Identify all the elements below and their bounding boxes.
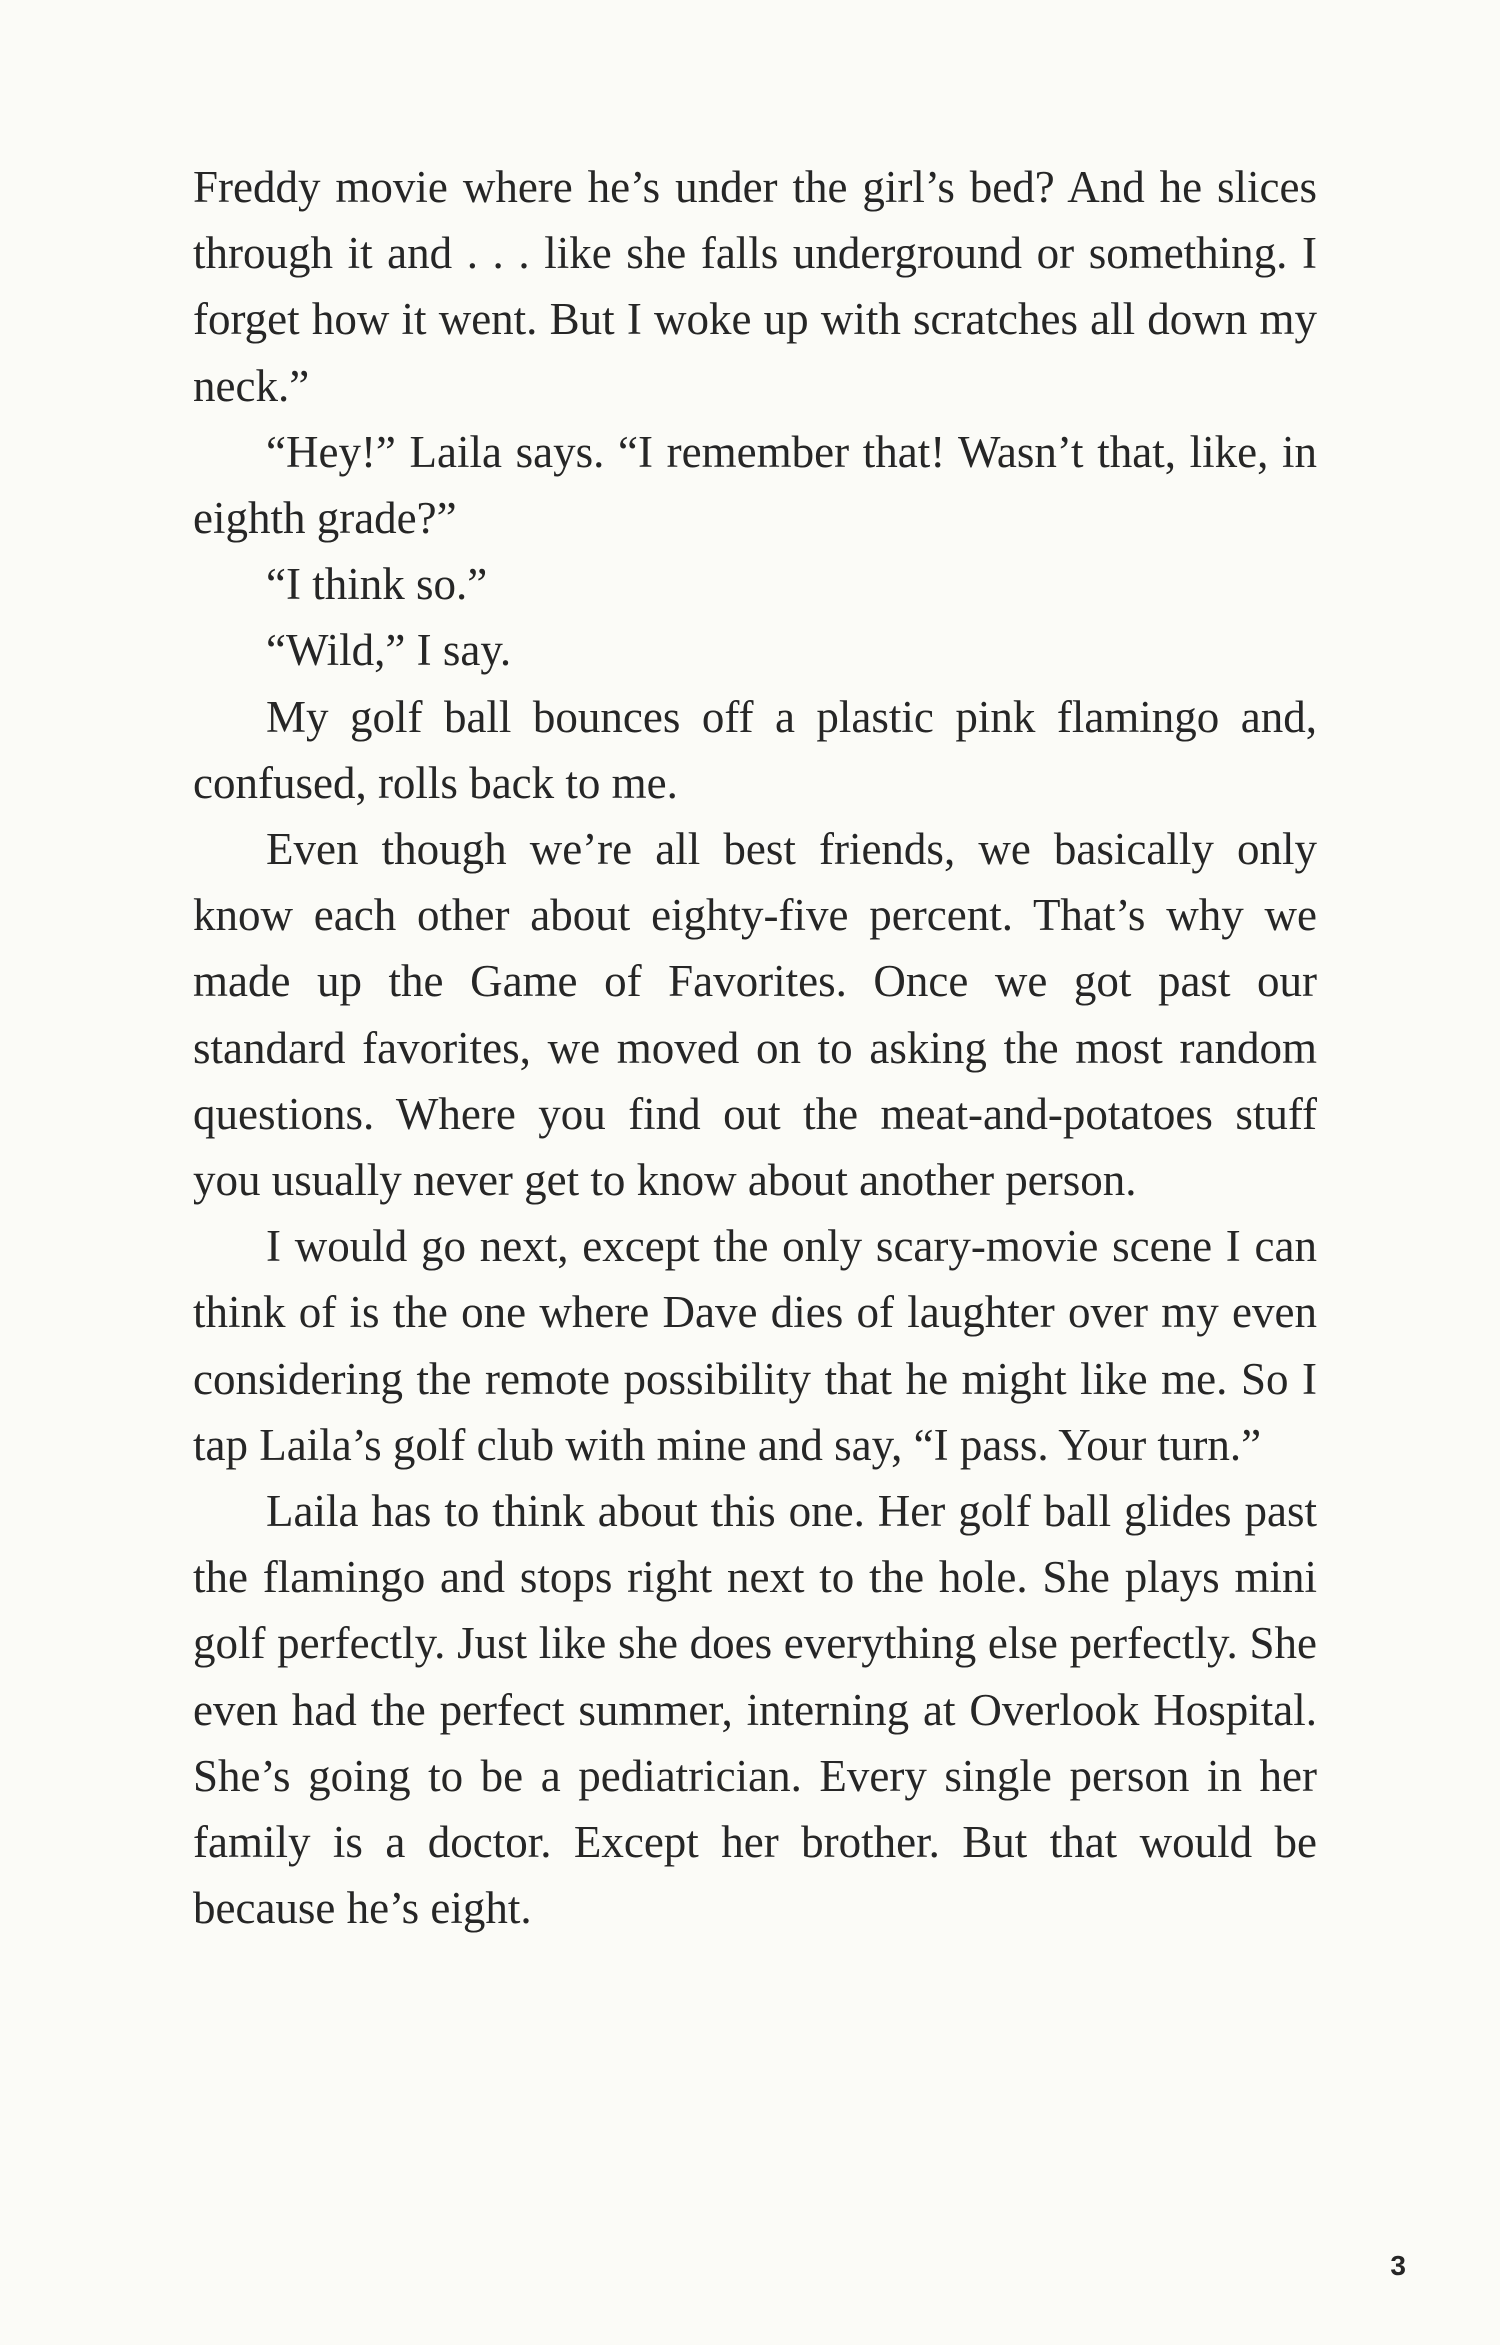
page-number: 3 <box>1390 2250 1406 2281</box>
paragraph-5: My golf ball bounces off a plastic pink flamingo and, confused, rolls back to me. <box>193 691 1317 808</box>
paragraph-8: Laila has to think about this one. Her golf ball glides past the flamingo and stops right next to the hole. She plays mini golf perfectly. Just like she does everything else perfectly. She even had the perfect summer, interning at Overlook Hospital. She’s going to be a pediatrician. Every single person in her family is a doctor. Except her brother. But that would be because he’s eight. <box>193 1486 1317 1934</box>
body-text <box>193 154 1317 1941</box>
paragraph-3: “I think so.” <box>266 559 488 610</box>
paragraph-6: Even though we’re all best friends, we basically only know each other about eighty-five percent. That’s why we made up the Game of Favorites. Once we got past our standard favorites, we moved on to asking the most random questions. Where you find out the meat-and-potatoes stuff you usually never get to know about another person. <box>193 824 1317 1206</box>
paragraph-1: Freddy movie where he’s under the girl’s bed? And he slices through it and . . . like she falls underground or something. I forget how it went. But I woke up with scratches all down my neck.” <box>193 162 1317 411</box>
paragraph-7: I would go next, except the only scary-movie scene I can think of is the one where Dave dies of laughter over my even considering the remote possibility that he might like me. So I tap Laila’s golf club with mine and say, “I pass. Your turn.” <box>193 1221 1317 1470</box>
paragraph-4: “Wild,” I say. <box>266 625 512 676</box>
paragraph-2: “Hey!” Laila says. “I remember that! Wasn’t that, like, in eighth grade?” <box>193 426 1317 544</box>
